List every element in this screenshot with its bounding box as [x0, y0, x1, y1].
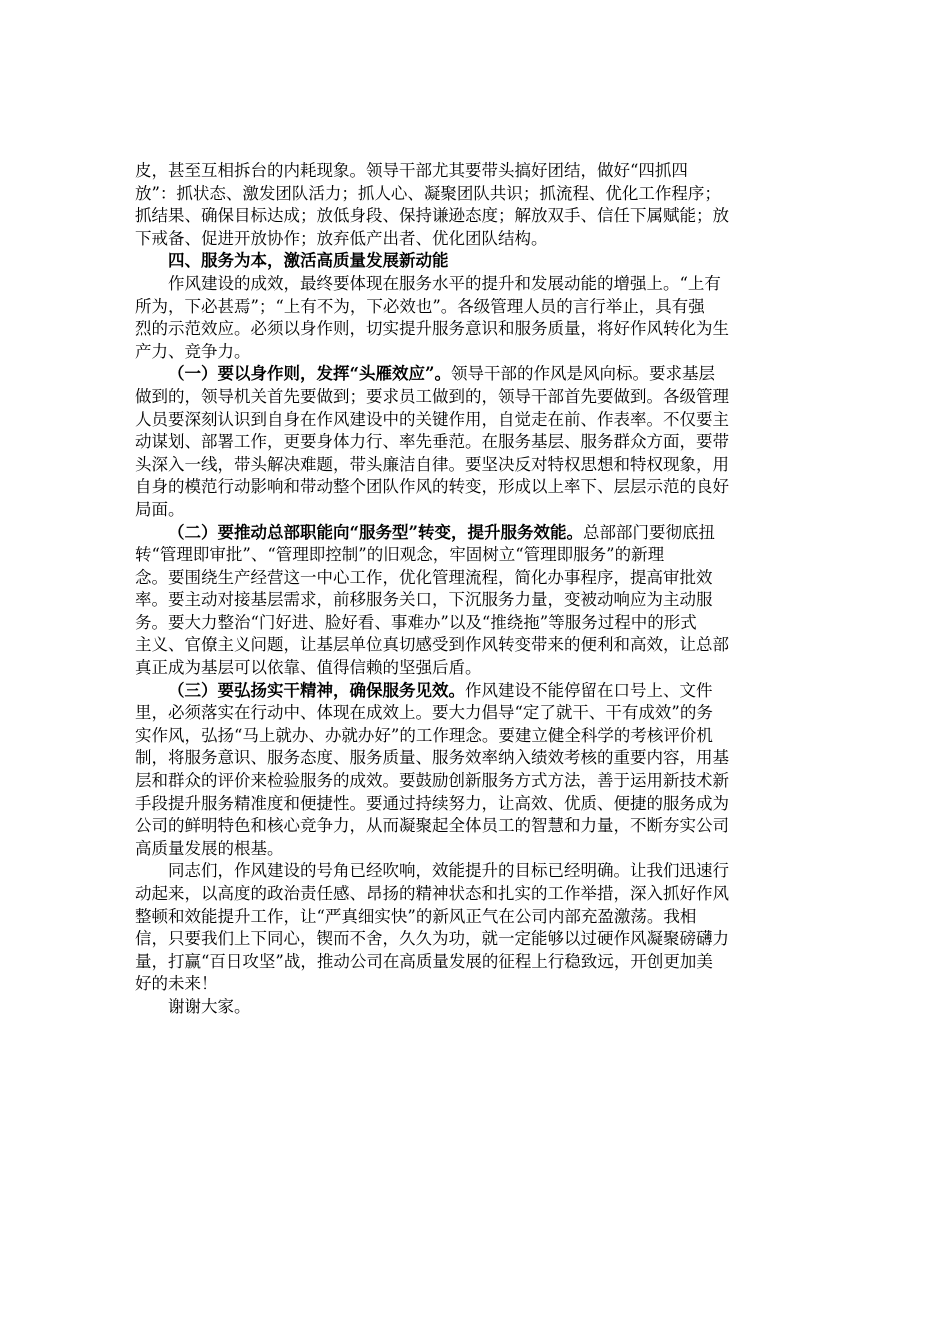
item-two-body: 总部部门要彻底扭 转“管理即审批”、“管理即控制”的旧观念，牢固树立“管理即服务”的新理 念。要围绕生产经营这一中心工作，优化管理流程，简化办事程序，提高审批效 率。要主动对接基层需求，前移服务关口，下沉服务力量，变被动响应为主动服 务。要大力整治“门好进、脸好看、事难办”以及“推绕拖”等服务过程中的形式 主义、官僚主义问题，让基层单位真切感受到作风转变带来的便利和高效，让总部 真正成为基层可以依靠、值得信赖的坚强后盾。	[135, 522, 729, 678]
item-one-paragraph	[135, 363, 817, 521]
section-four-heading: 四、服务为本，激活高质量发展新动能	[168, 251, 449, 271]
closing-paragraph: 同志们，作风建设的号角已经吹响，效能提升的目标已经明确。让我们迅速行 动起来，以高度的政治责任感、昂扬的精神状态和扎实的工作举措，深入抓好作风 整顿和效能提升工作，让“严真细实快”的新风正气在公司内部充盈激荡。我相 信，只要我们上下同心，锲而不舍，久久为功，就一定能够以过硬作风凝聚磅礴力 量，打赢“百日攻坚”战，推动公司在高质量发展的征程上行稳致远，开创更加美 好的未来！	[135, 861, 729, 994]
document-page	[135, 160, 817, 1019]
item-one-lead: （一）要以身作则，发挥“头雁效应”。	[168, 364, 451, 384]
thanks-line: 谢谢大家。	[168, 996, 251, 1016]
item-three-lead: （三）要弘扬实干精神，确保服务见效。	[168, 680, 465, 700]
item-two-lead: （二）要推动总部职能向“服务型”转变，提升服务效能。	[168, 522, 583, 542]
item-three-body: 作风建设不能停留在口号上、文件 里，必须落实在行动中、体现在成效上。要大力倡导“定了就干、干有成效”的务 实作风，弘扬“马上就办、办就办好”的工作理念。要建立健全科学的考核评价机 制，将服务意识、服务态度、服务质量、服务效率纳入绩效考核的重要内容，用基 层和群众的评价来检验服务的成效。要鼓励创新服务方式方法，善于运用新技术新 手段提升服务精准度和便捷性。要通过持续努力，让高效、优质、便捷的服务成为 公司的鲜明特色和核心竞争力，从而凝聚起全体员工的智慧和力量，不断夯实公司 高质量发展的根基。	[135, 680, 729, 858]
section-four-intro: 作风建设的成效，最终要体现在服务水平的提升和发展动能的增强上。“上有 所为，下必甚焉”；“上有不为，下必效也”。各级管理人员的言行举止，具有强 烈的示范效应。必须以身作则，切实提升服务意识和服务质量，将好作风转化为生 产力、竞争力。	[135, 273, 729, 361]
item-two-paragraph	[135, 522, 817, 680]
item-three-paragraph	[135, 680, 817, 861]
paragraph-continuation: 皮，甚至互相拆台的内耗现象。领导干部尤其要带头搞好团结，做好“四抓四 放”：抓状态、激发团队活力；抓人心、凝聚团队共识；抓流程、优化工作程序； 抓结果、确保目标达成；放低身段、保持谦逊态度；解放双手、信任下属赋能；放 下戒备、促进开放协作；放弃低产出者、优化团队结构。	[135, 161, 729, 248]
item-one-body: 领导干部的作风是风向标。要求基层 做到的，领导机关首先要做到；要求员工做到的，领导干部首先要做到。各级管理 人员要深刻认识到自身在作风建设中的关键作用，自觉走在前、作表率。不仅要主 动谋划、部署工作，更要身体力行、率先垂范。在服务基层、服务群众方面，要带 头深入一线，带头解决难题，带头廉洁自律。要坚决反对特权思想和特权现象，用 自身的模范行动影响和带动整个团队作风的转变，形成以上率下、层层示范的良好 局面。	[135, 364, 729, 519]
